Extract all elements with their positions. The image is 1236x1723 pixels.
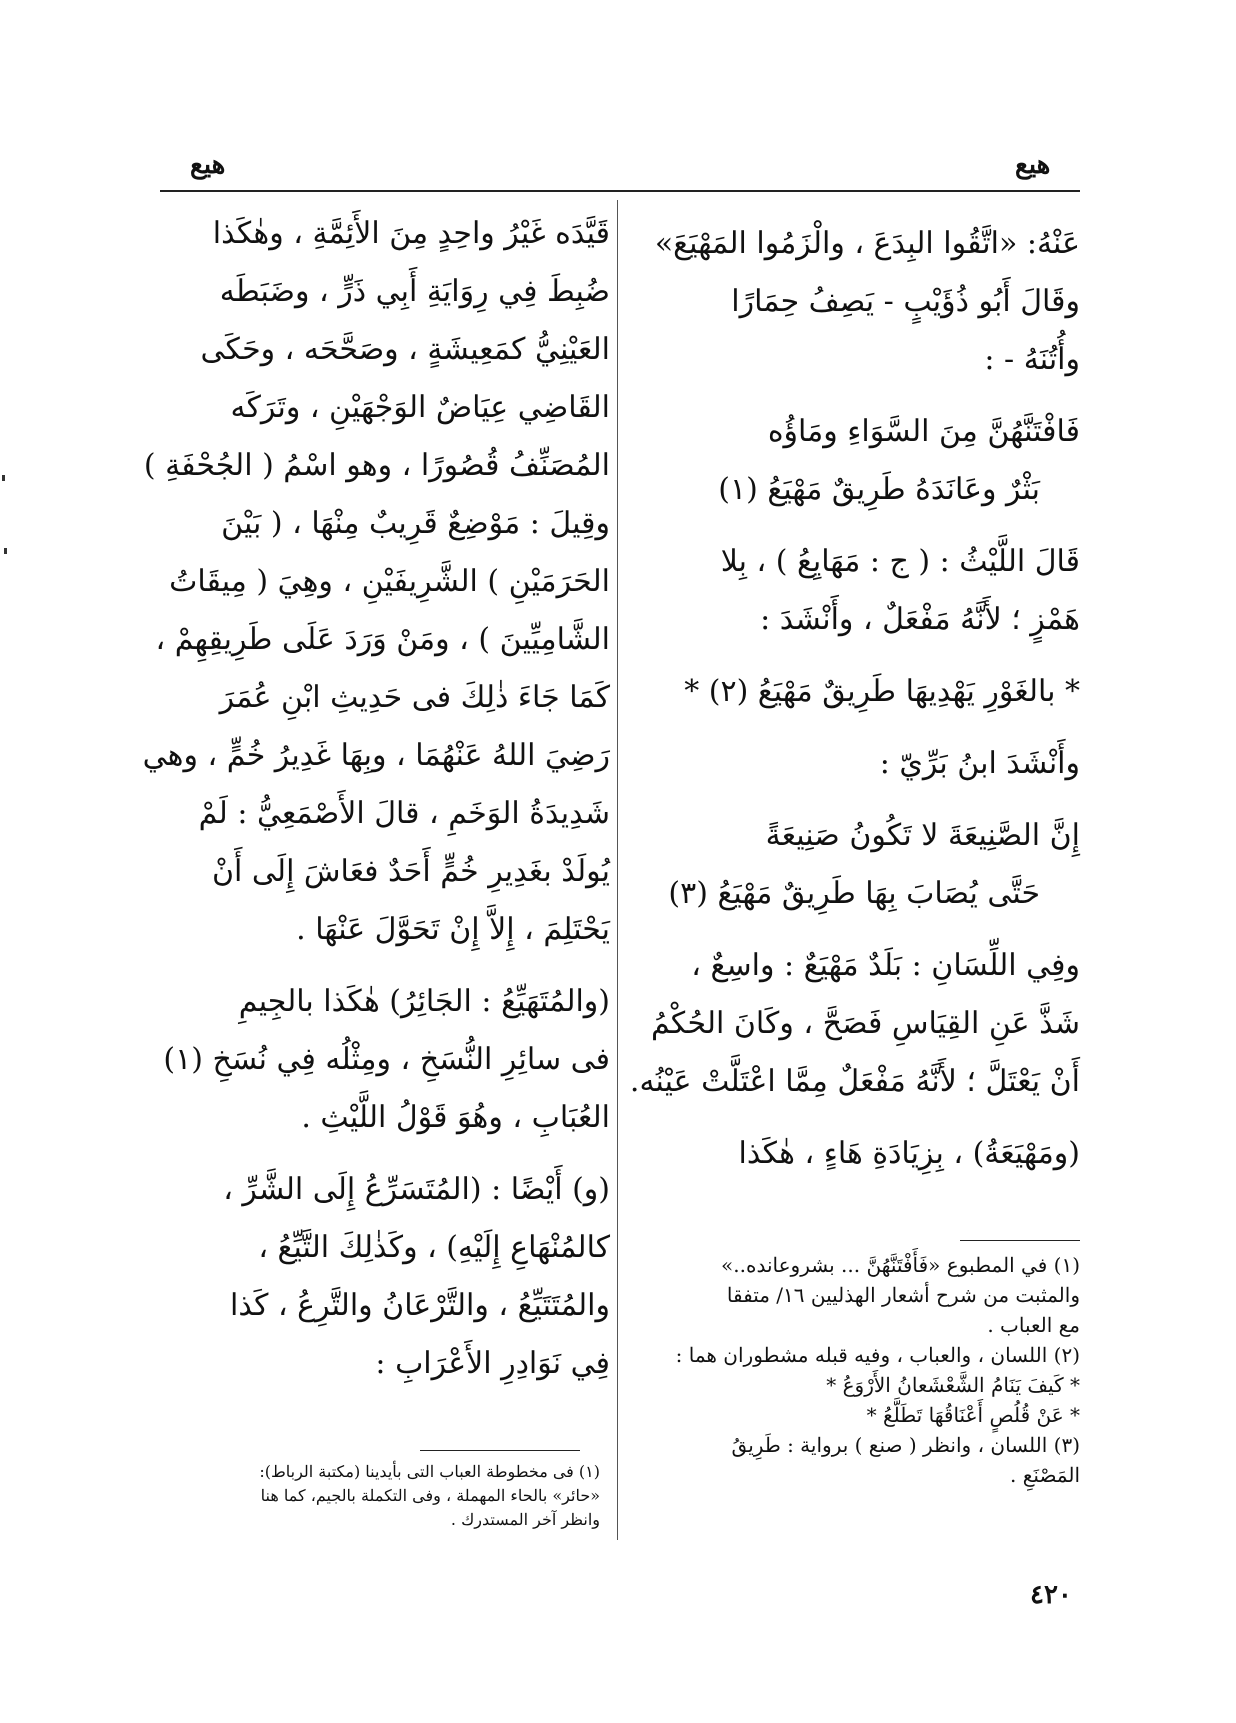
text-line: رَضِيَ اللهُ عَنْهُمَا ، وبِهَا غَدِيرُ خُمٍّ ، وهي xyxy=(142,738,610,773)
scan-speck xyxy=(2,475,5,481)
text-line: (والمُتَهَيِّعُ : الجَائِرُ) هٰكَذا بالجِيمِ xyxy=(238,984,610,1019)
text-line: عَنْهُ: «اتَّقُوا البِدَعَ ، والْزَمُوا المَهْيَعَ» xyxy=(654,226,1080,261)
text-line: وأُتُنَهُ - : xyxy=(984,342,1080,377)
verse-line: فَافْتَنَّهُنَّ مِنَ السَّوَاءِ ومَاؤُه xyxy=(767,414,1080,449)
footnote-line: * كَيفَ يَنَامُ الشَّعْشَعانُ الأَرْوَعُ * xyxy=(826,1373,1080,1397)
right-para-2 xyxy=(640,533,1080,649)
text-line: القَاضِي عِيَاضٌ الوَجْهَيْنِ ، وتَرَكَه xyxy=(230,390,610,425)
footnote-line: (١) في المطبوع «فَأَفْتَنَّهُنَّ ... بشروعانده..» xyxy=(721,1253,1080,1277)
text-line: يَحْتَلِمَ ، إِلاَّ إِنْ تَحَوَّلَ عَنْهَا . xyxy=(296,912,610,947)
text-line: أَنْ يَعْتَلَّ ؛ لأَنَّهُ مَفْعَلٌ مِمَّا اعْتَلَّتْ عَيْنُه. xyxy=(629,1064,1080,1099)
verse-1 xyxy=(640,403,1080,519)
text-line: فِي نَوَادِرِ الأَعْرَابِ : xyxy=(375,1346,610,1381)
text-line: وقِيلَ : مَوْضِعٌ قَرِيبٌ مِنْهَا ، ( بَيْنَ xyxy=(221,506,610,541)
right-para-1 xyxy=(640,215,1080,389)
verse-line: إِنَّ الصَّنِيعَةَ لا تَكُونُ صَنِيعَةً xyxy=(765,818,1080,853)
right-para-3 xyxy=(640,735,1080,793)
right-column xyxy=(629,215,1080,1197)
text-line: (ومَهْيَعَةُ) ، بِزِيَادَةِ هَاءٍ ، هٰكَذا xyxy=(738,1136,1080,1171)
text-line: كَمَا جَاءَ ذٰلِكَ فى حَدِيثِ ابْنِ عُمَرَ xyxy=(219,680,610,715)
header-rule xyxy=(160,190,1080,192)
text-line: شَذَّ عَنِ القِيَاسِ فَصَحَّ ، وكَانَ الحُكْمُ xyxy=(650,1006,1080,1041)
text-line: وأَنْشَدَ ابنُ بَرِّيّ : xyxy=(879,746,1080,781)
footnote-line: * عَنْ قُلُصٍ أَعْنَاقُهَا تَطَلَّعُ * xyxy=(866,1403,1080,1427)
left-footnotes xyxy=(150,1460,600,1532)
right-para-5 xyxy=(640,1125,1080,1183)
text-line: المُصَنِّفُ قُصُورًا ، وهو اسْمُ ( الجُحْفَةِ ) xyxy=(143,448,610,483)
right-footnotes xyxy=(640,1250,1080,1490)
footnote-line: (٢) اللسان ، والعباب ، وفيه قبله مشطوران هما : xyxy=(675,1343,1080,1367)
verse-2 xyxy=(640,663,1080,721)
left-column xyxy=(142,205,610,1407)
text-line: العُبَابِ ، وهُوَ قَوْلُ اللَّيْثِ . xyxy=(301,1100,610,1135)
footnote-line: وانظر آخر المستدرك . xyxy=(450,1510,600,1529)
page-number: ٤٢٠ xyxy=(1030,1580,1072,1610)
footnote-line: (١) فى مخطوطة العباب التى بأيدينا (مكتبة الرباط): xyxy=(259,1462,600,1481)
verse-3 xyxy=(640,807,1080,923)
column-divider xyxy=(617,200,618,1540)
footnote-rule-left xyxy=(420,1450,580,1451)
text-line: قَالَ اللَّيْثُ : ( ج : مَهَايِعُ ) ، بِلا xyxy=(720,544,1080,579)
right-para-4 xyxy=(629,937,1080,1111)
text-line: الحَرَمَيْنِ ) الشَّرِيفَيْنِ ، وهِيَ ( مِيقَاتُ xyxy=(169,564,610,599)
running-head-left: هيع xyxy=(190,150,226,180)
text-line: والمُتَتَيِّعُ ، والتَّرْعَانُ والتَّرِعُ ، كَذا xyxy=(230,1288,610,1323)
footnote-line: «حائر» بالحاء المهملة ، وفى التكملة بالجيم، كما هنا xyxy=(260,1486,600,1505)
text-line: هَمْزٍ ؛ لأَنَّهُ مَفْعَلٌ ، وأَنْشَدَ : xyxy=(760,602,1080,637)
running-head-right: هيع xyxy=(1015,150,1051,180)
text-line: قَيَّدَه غَيْرُ واحِدٍ مِنَ الأَئِمَّةِ ، وهٰكَذا xyxy=(212,216,610,251)
footnote-line: المَصْنَعِ . xyxy=(1010,1463,1080,1487)
verse-line: حَتَّى يُصَابَ بِهَا طَرِيقٌ مَهْيَعُ (٣) xyxy=(668,876,1040,911)
text-line: العَيْنِيُّ كمَعِيشَةٍ ، وصَحَّحَه ، وحَكَى xyxy=(200,332,610,367)
text-line: (و) أَيْضًا : (المُتَسَرِّعُ إِلَى الشَّرِّ ، xyxy=(223,1172,610,1207)
text-line: الشَّامِيِّينَ ) ، ومَنْ وَرَدَ عَلَى طَرِيقِهِمْ ، xyxy=(155,622,610,657)
text-line: كالمُنْهَاعِ إِلَيْهِ) ، وكَذٰلِكَ التَّيِّعُ ، xyxy=(258,1230,610,1265)
text-line: ضُبِطَ فِي رِوَايَةِ أَبِي ذَرٍّ ، وضَبَطَه xyxy=(219,274,610,309)
text-line: فى سائِرِ النُّسَخِ ، ومِثْلُه فِي نُسَخِ (١) xyxy=(163,1042,610,1077)
footnote-line: والمثبت من شرح أشعار الهذليين ١٦/ متفقا xyxy=(726,1283,1080,1307)
text-line: وفِي اللِّسَانِ : بَلَدٌ مَهْيَعٌ : واسِعٌ ، xyxy=(691,948,1080,983)
text-line: شَدِيدَةُ الوَخَمِ ، قالَ الأَصْمَعِيُّ : لَمْ xyxy=(198,796,610,831)
footnote-rule-right xyxy=(960,1240,1080,1241)
text-line: وقَالَ أَبُو ذُؤَيْبٍ - يَصِفُ حِمَارًا xyxy=(731,284,1080,319)
left-para-3 xyxy=(150,1161,610,1393)
footnote-line: مع العباب . xyxy=(987,1313,1080,1337)
footnote-line: (٣) اللسان ، وانظر ( صنع ) برواية : طَرِيقُ xyxy=(731,1433,1080,1457)
left-para-1 xyxy=(142,205,610,959)
text-line: يُولَدْ بغَدِيرِ خُمٍّ أَحَدٌ فعَاشَ إِلَى أَنْ xyxy=(212,854,610,889)
verse-line: * بالغَوْرِ يَهْدِيهَا طَرِيقٌ مَهْيَعُ (٢) * xyxy=(684,674,1080,709)
scan-speck xyxy=(4,548,7,554)
verse-line: بَثْرٌ وعَانَدَهُ طَرِيقٌ مَهْيَعُ (١) xyxy=(718,472,1040,507)
left-para-2 xyxy=(150,973,610,1147)
